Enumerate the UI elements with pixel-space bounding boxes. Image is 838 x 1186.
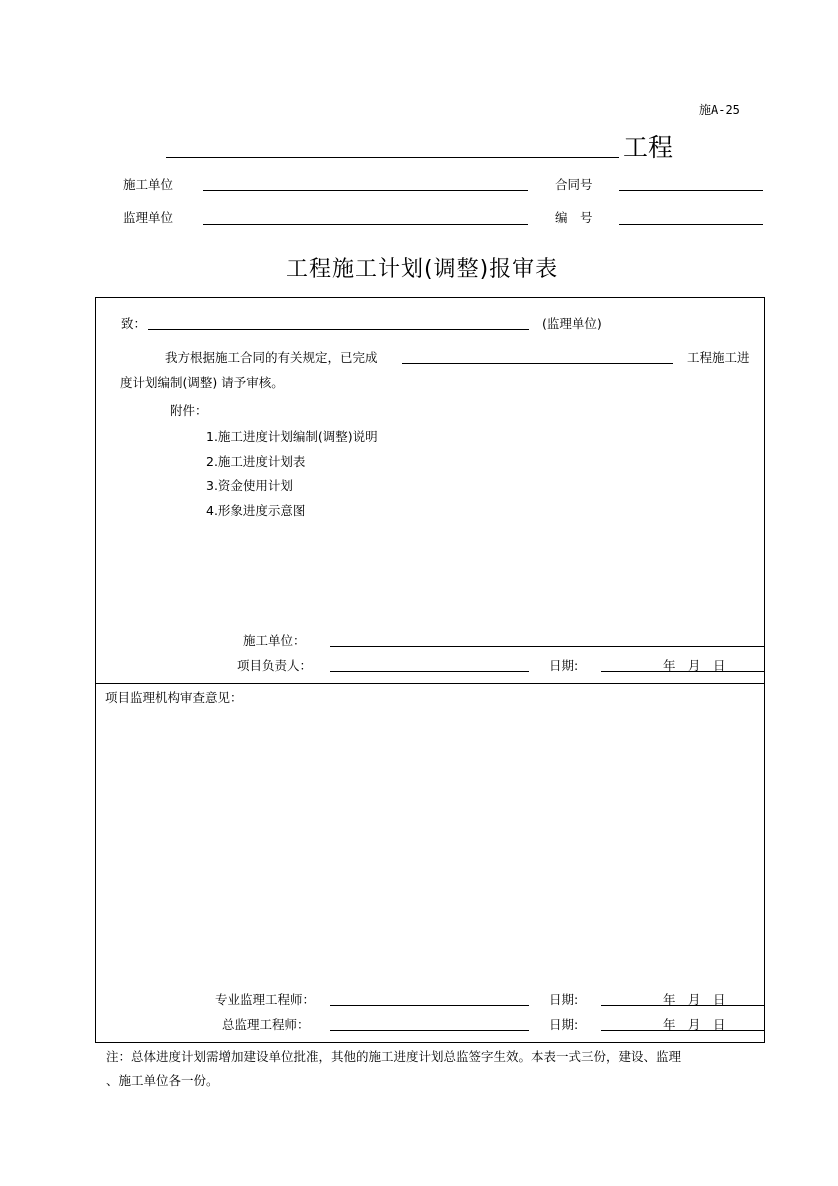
supervision-unit-field[interactable] [203,224,528,225]
contract-no-label: 合同号 [555,177,593,192]
specialist-signature-field[interactable] [330,1005,529,1006]
specialist-date-ymd: 年 月 日 [663,992,726,1007]
attachments-label: 附件： [170,403,208,418]
chief-signature-field[interactable] [330,1030,529,1031]
project-name-field[interactable] [166,157,619,158]
upper-date-label: 日期: [549,658,579,673]
serial-no-field[interactable] [619,224,763,225]
pm-label: 项目负责人： [237,658,313,673]
chief-date-label: 日期: [549,1017,579,1032]
body-suffix: 工程施工进 [687,350,750,365]
construction-unit-label: 施工单位 [123,177,174,192]
completed-project-field[interactable] [402,363,673,364]
note-line1: 注：总体进度计划需增加建设单位批准，其他的施工进度计划总监签字生效。本表一式三份，建设、监理 [106,1049,682,1064]
opinion-label: 项目监理机构审查意见： [105,690,243,705]
specialist-date-label: 日期: [549,992,579,1007]
chief-date-ymd: 年 月 日 [663,1017,726,1032]
specialist-label: 专业监理工程师： [215,992,316,1007]
serial-no-label: 编 号 [555,210,593,225]
supervision-unit-label: 监理单位 [123,210,174,225]
chief-label: 总监理工程师： [222,1017,310,1032]
note-line2: 、施工单位各一份。 [106,1073,219,1088]
contract-no-field[interactable] [619,190,763,191]
to-field[interactable] [148,329,529,330]
project-suffix: 工程 [623,133,674,162]
attachment-item: 1.施工进度计划编制(调整)说明 [206,429,378,444]
pm-signature-field[interactable] [330,671,529,672]
to-label: 致： [121,316,147,331]
to-suffix: (监理单位) [542,316,602,331]
upper-date-ymd: 年 月 日 [663,658,726,673]
attachment-item: 4.形象进度示意图 [206,503,306,518]
form-title: 工程施工计划(调整)报审表 [286,257,559,282]
review-section [95,683,765,1043]
attachment-item: 3.资金使用计划 [206,478,293,493]
contractor-label: 施工单位： [243,633,306,648]
form-code: 施A-25 [699,103,740,117]
attachment-item: 2.施工进度计划表 [206,454,306,469]
contractor-field[interactable] [330,646,764,647]
body-prefix: 我方根据施工合同的有关规定，已完成 [165,350,378,365]
construction-unit-field[interactable] [203,190,528,191]
body-line2: 度计划编制(调整) 请予审核。 [120,375,284,390]
